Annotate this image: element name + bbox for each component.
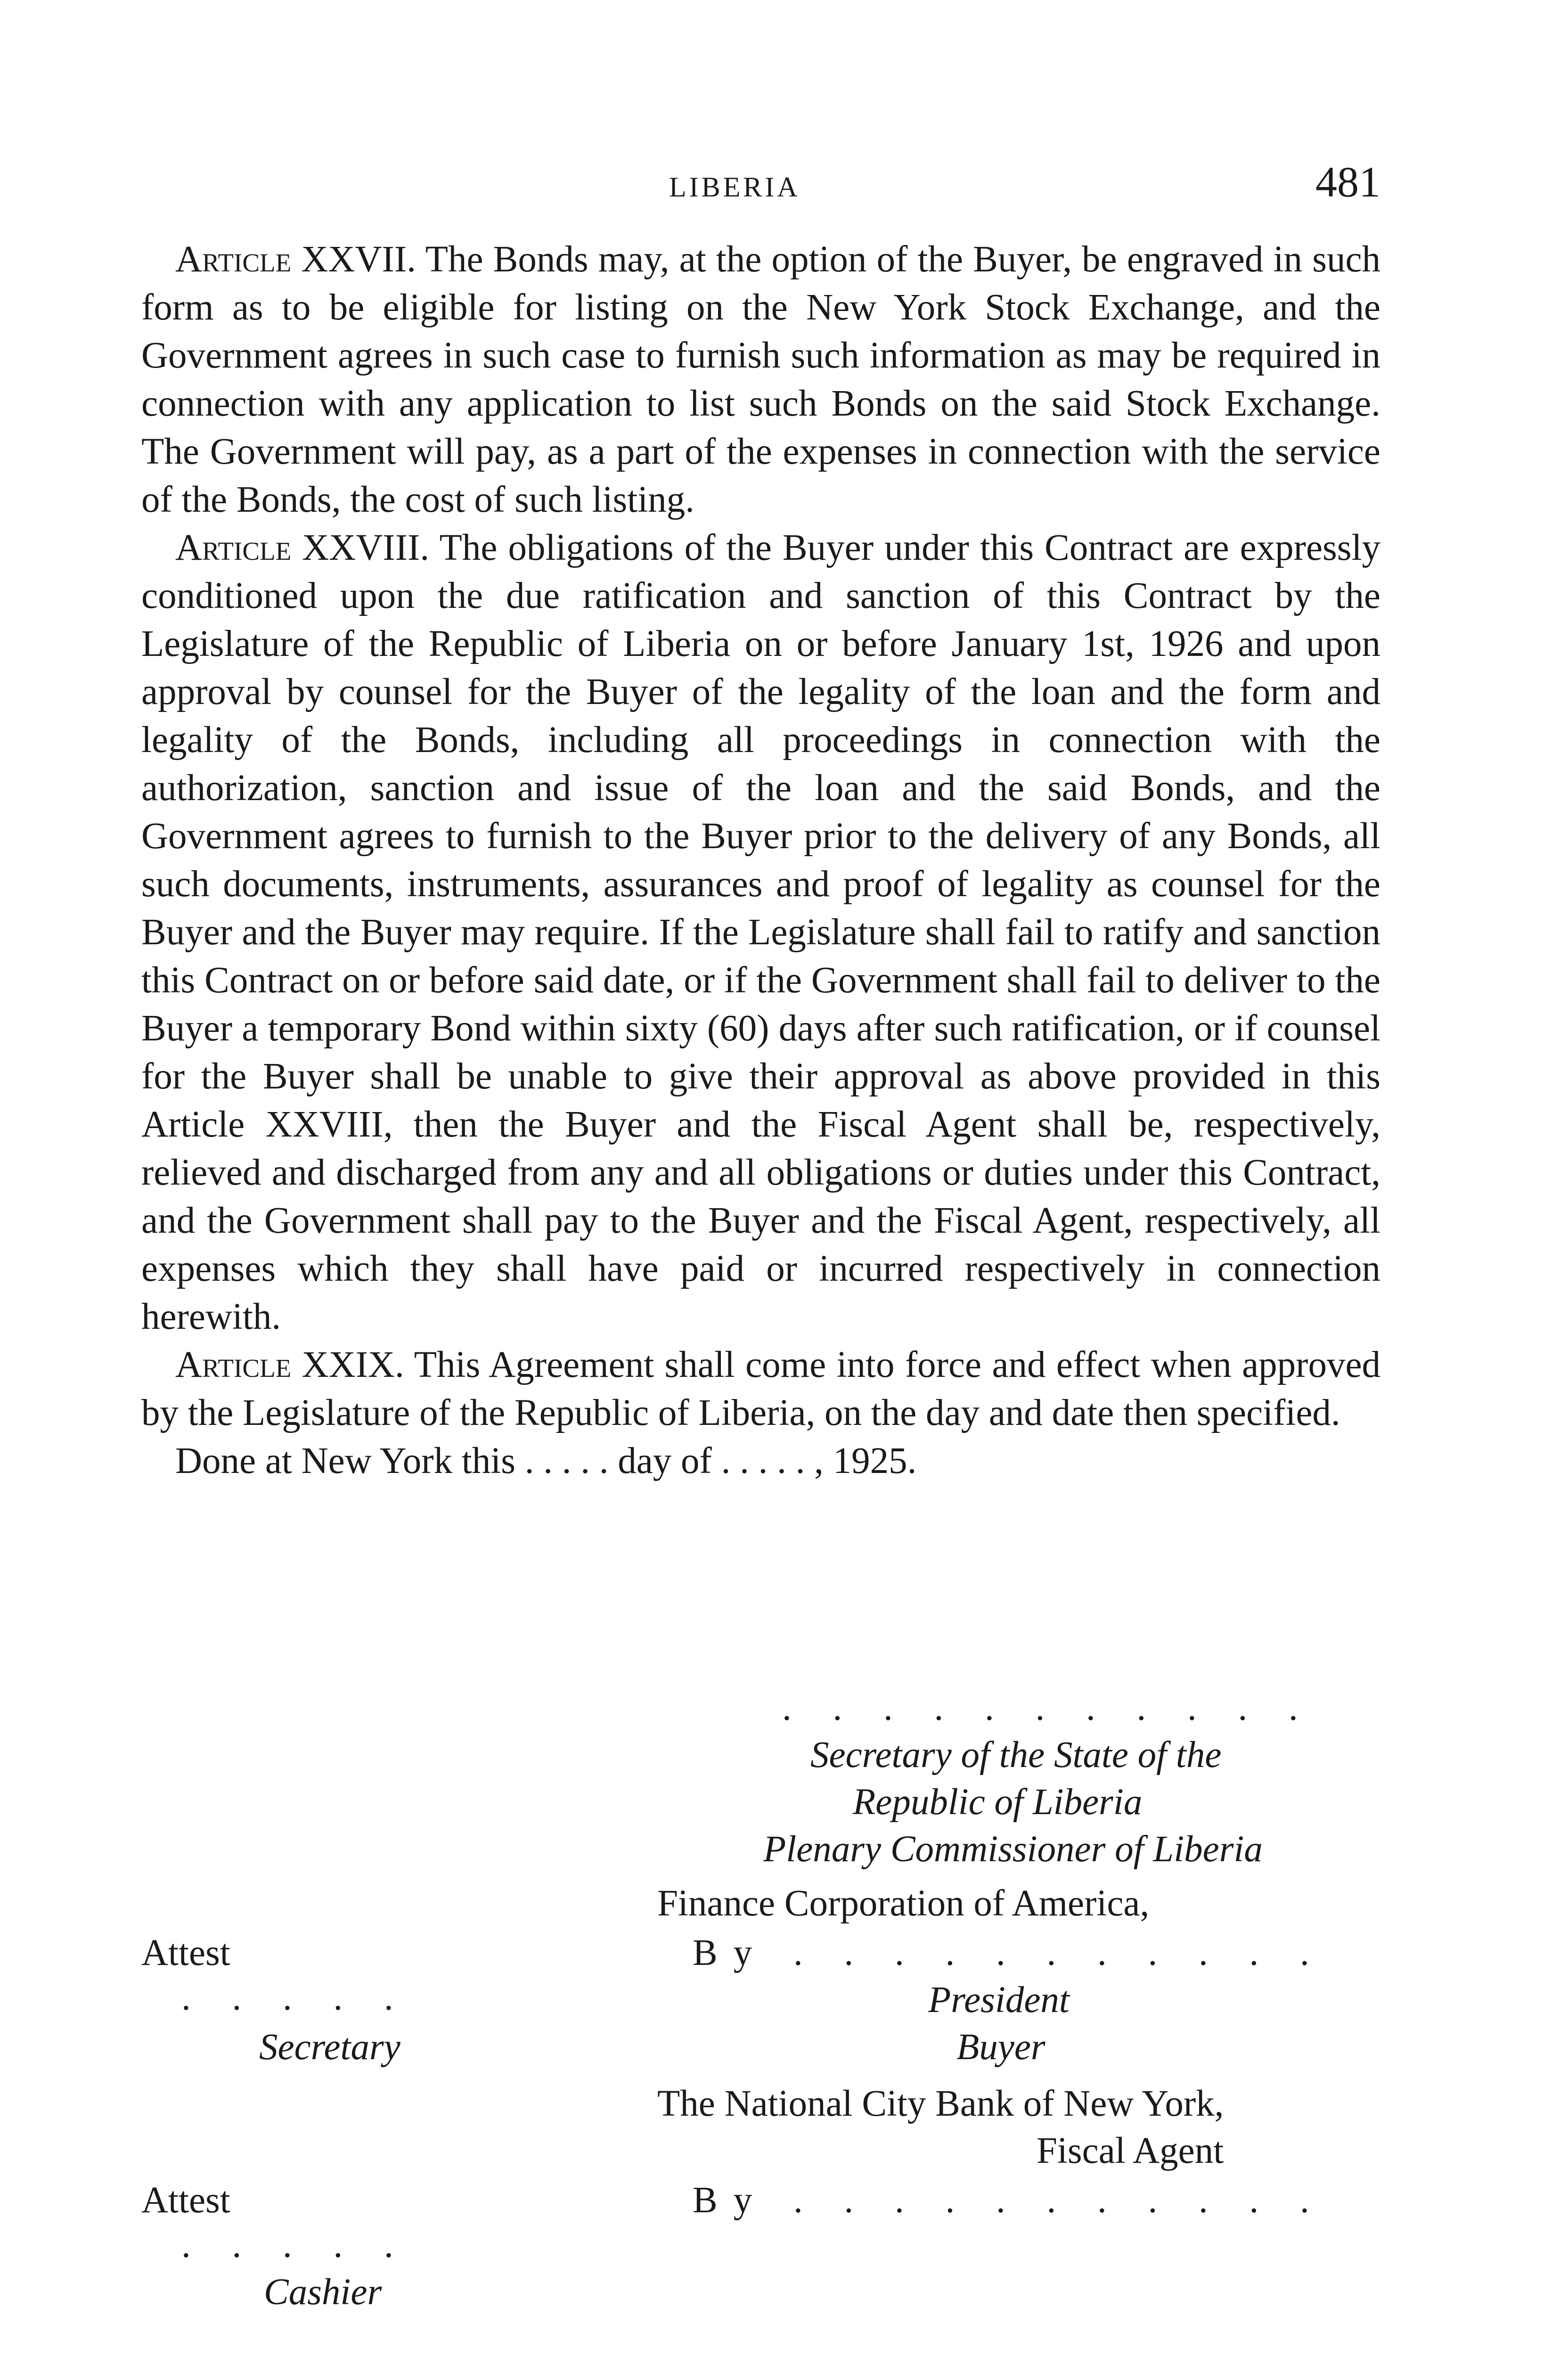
attest-2-title: Cashier — [264, 2272, 382, 2313]
liberia-title-line-3: Plenary Commissioner of Liberia — [763, 1829, 1263, 1870]
done-line: Done at New York this . . . . . day of . . . . . , 1925. — [175, 1440, 917, 1481]
article-29-paragraph — [141, 1341, 1380, 1437]
attest-1-dots: . . . . . — [181, 1977, 409, 2018]
article-29-heading: Article XXIX. — [175, 1344, 404, 1385]
attest-1-label: Attest — [141, 1932, 230, 1973]
running-title: LIBERIA — [669, 172, 800, 203]
article-28-paragraph — [141, 524, 1380, 1341]
article-28-text: The obligations of the Buyer under this Contract are expressly conditioned upon the due ratification and sanction of this Contract by the Legislature of the Republic of Liberia on or before January 1st, 1926 and upon approval by counsel for the Buyer of the legality of the loan and the form and legality of the Bonds, including all proceedings in connection with the authorization, sanction and issue of the loan and the said Bonds, and the Government agrees to furnish to the Buyer prior to the delivery of any Bonds, all such documents, instruments, assurances and proof of legality as counsel for the Buyer and the Buyer may require. If the Legislature shall fail to ratify and sanction this Contract on or before said date, or if the Government shall fail to deliver to the Buyer a temporary Bond within sixty (60) days after such ratification, or if counsel for the Buyer shall be unable to give their approval as above provided in this Article XXVIII, then the Buyer and the Fiscal Agent shall be, respectively, relieved and discharged from any and all obligations or duties under this Contract, and the Government shall pay to the Buyer and the Fiscal Agent, respectively, all expenses which they shall have paid or incurred respectively in connection herewith. — [141, 527, 1380, 1337]
finance-title-president: President — [928, 1980, 1070, 2021]
page-number: 481 — [1315, 158, 1380, 206]
bank-role: Fiscal Agent — [1037, 2130, 1224, 2171]
article-28-heading: Article XXVIII. — [175, 527, 430, 568]
attest-2-label: Attest — [141, 2180, 230, 2221]
bank-name: The National City Bank of New York, — [657, 2083, 1224, 2124]
attest-1-title: Secretary — [259, 2027, 400, 2068]
article-27-heading: Article XXVII. — [175, 239, 416, 280]
body-text — [141, 236, 1380, 1485]
article-29-text: This Agreement shall come into force and effect when approved by the Legislature of the Republic of Liberia, on the day and date then specified. — [141, 1344, 1381, 1433]
bank-by-line: By . . . . . . . . . . . — [693, 2180, 1325, 2221]
finance-by-line: By . . . . . . . . . . . — [693, 1932, 1325, 1973]
attest-2-dots: . . . . . — [181, 2225, 409, 2266]
article-27-text: The Bonds may, at the option of the Buyer, be engraved in such form as to be eligible for listing on the New York Stock Exchange, and the Government agrees in such case to furnish such information as may be required in connection with any application to list such Bonds on the said Stock Exchange. The Government will pay, as a part of the expenses in connection with the service of the Bonds, the cost of such listing. — [141, 239, 1381, 520]
finance-corporation-name: Finance Corporation of America, — [657, 1883, 1150, 1924]
liberia-title-line-1: Secretary of the State of the — [810, 1734, 1222, 1775]
article-27-paragraph — [141, 236, 1380, 524]
finance-title-buyer: Buyer — [956, 2027, 1045, 2068]
liberia-title-line-2: Republic of Liberia — [853, 1782, 1143, 1823]
running-header — [0, 158, 1568, 210]
liberia-signature-dots: . . . . . . . . . . . — [782, 1687, 1314, 1728]
